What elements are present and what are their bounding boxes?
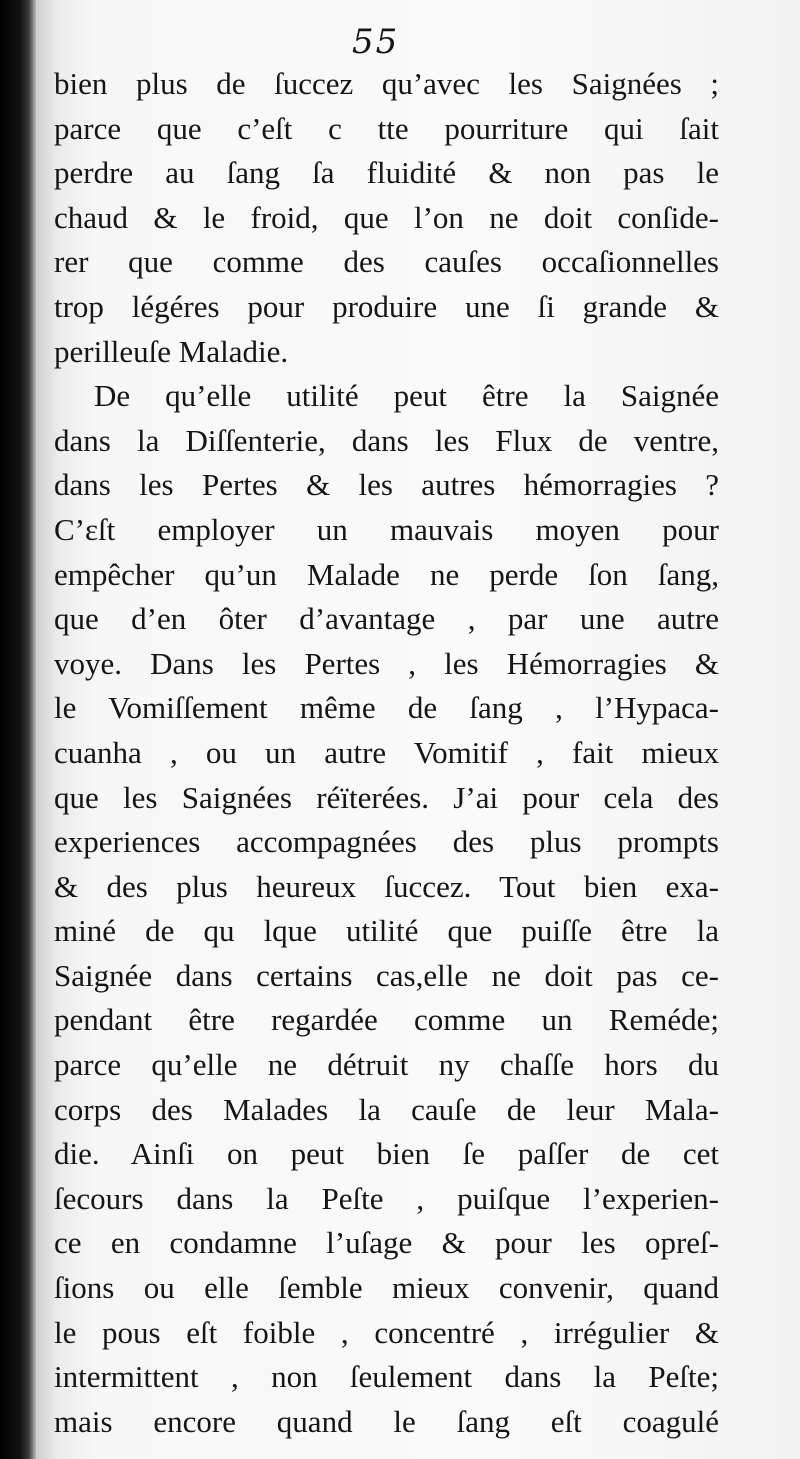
text-line: parce qu’elle ne détruit ny chaſſe hors du xyxy=(54,1047,719,1083)
text-line: mais encore quand le ſang eſt coagulé xyxy=(54,1403,719,1439)
text-line: empêcher qu’un Malade ne perde ſon ſang, xyxy=(54,556,719,592)
text-line: die. Ainſi on peut bien ſe paſſer de cet xyxy=(54,1136,719,1172)
text-line: ſecours dans la Peſte , puiſque l’experien- xyxy=(54,1180,719,1216)
text-line: corps des Malades la cauſe de leur Mala- xyxy=(54,1091,719,1127)
text-line: pendant être regardée comme un Reméde; xyxy=(54,1002,719,1038)
text-line: experiences accompagnées des plus prompts xyxy=(54,824,719,860)
text-line: cuanha , ou un autre Vomitif , fait mieux xyxy=(54,734,719,770)
text-line: & des plus heureux ſuccez. Tout bien exa- xyxy=(54,868,719,904)
text-line: De qu’elle utilité peut être la Saignée xyxy=(94,378,719,414)
text-line: le Vomiſſement même de ſang , l’Hypaca- xyxy=(54,690,719,726)
text-line: bien plus de ſuccez qu’avec les Saignées ; xyxy=(54,66,719,101)
text-line: voye. Dans les Pertes , les Hémorragies & xyxy=(54,645,719,681)
text-line: perilleuſe Maladie. xyxy=(54,333,289,369)
text-line: C’ɛſt employer un mauvais moyen pour xyxy=(54,511,719,547)
text-line: dans les Pertes & les autres hémorragies ? xyxy=(54,467,719,503)
text-line: perdre au ſang ſa fluidité & non pas le xyxy=(54,155,719,191)
text-line: ce en condamne l’uſage & pour les opreſ- xyxy=(54,1225,719,1261)
text-line: miné de qu lque utilité que puiſſe être la xyxy=(54,913,719,949)
text-line: trop légéres pour produire une ſi grande & xyxy=(54,288,719,324)
text-line: Saignée dans certains cas,elle ne doit pas ce- xyxy=(54,957,719,993)
text-line: dans la Diſſenterie, dans les Flux de ventre, xyxy=(54,422,719,458)
text-line: ſions ou elle ſemble mieux convenir, quand xyxy=(54,1270,719,1306)
text-line: parce que c’eſt c tte pourriture qui ſait xyxy=(54,110,719,146)
text-line: rer que comme des cauſes occaſionnelles xyxy=(54,244,719,280)
text-line: que les Saignées réïterées. J’ai pour cela des xyxy=(54,779,719,815)
body-text xyxy=(54,62,719,1444)
text-line: que d’en ôter d’avantage , par une autre xyxy=(54,601,719,637)
page-number: 55 xyxy=(352,22,400,62)
binding-shadow xyxy=(0,0,36,1459)
text-line: chaud & le froid, que l’on ne doit conſide- xyxy=(54,199,719,235)
text-line: le pous eſt foible , concentré , irrégulier & xyxy=(54,1314,719,1350)
text-line: intermittent , non ſeulement dans la Peſte; xyxy=(54,1359,719,1395)
